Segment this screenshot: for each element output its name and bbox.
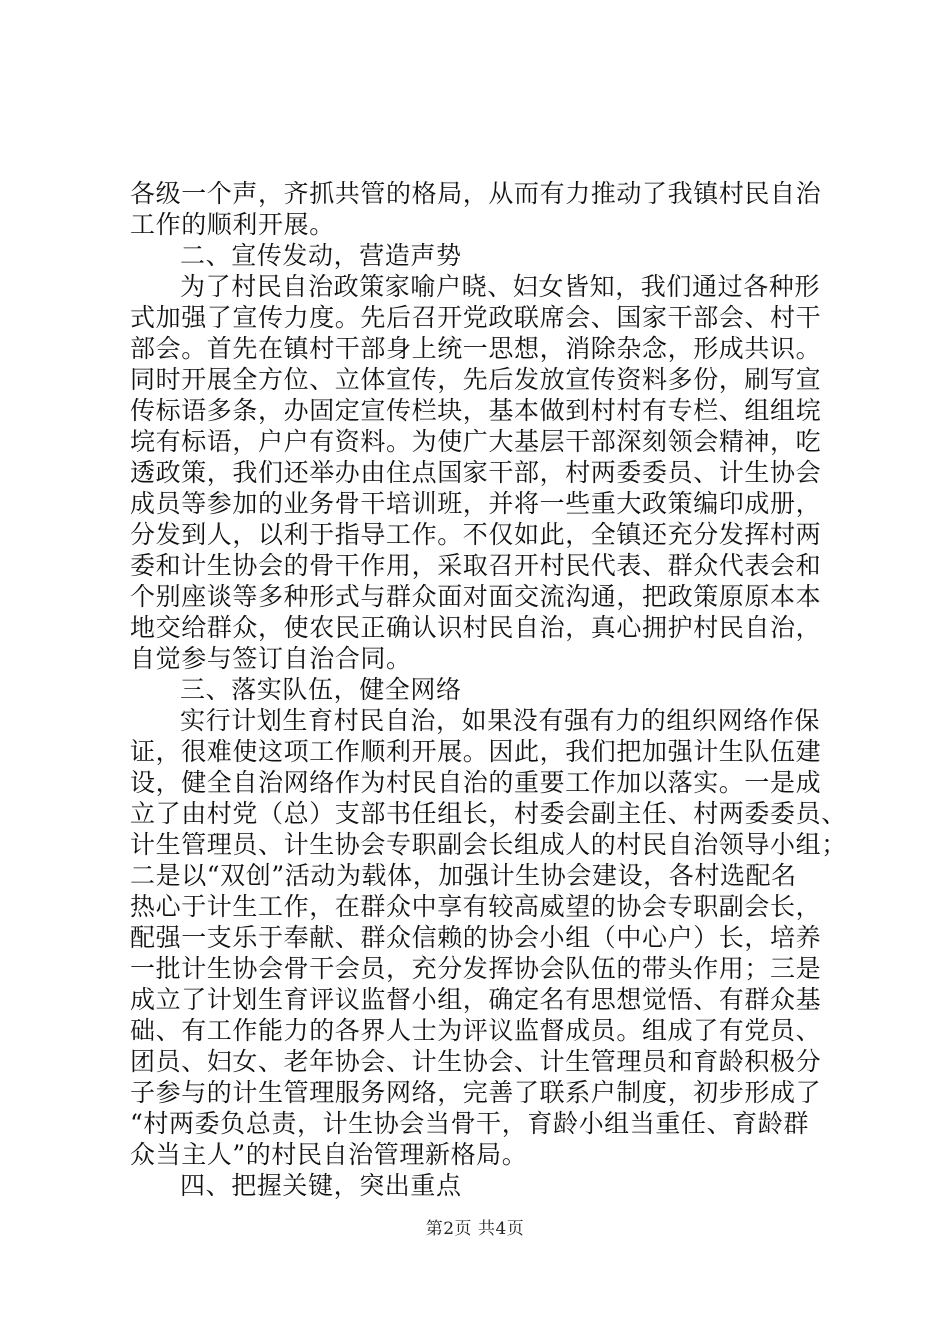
paragraph-line: 成员等参加的业务骨干培训班，并将一些重大政策编印成册， <box>130 489 822 518</box>
paragraph-line: 众当主人”的村民自治管理新格局。 <box>130 1140 528 1169</box>
paragraph-line: 成立了计划生育评议监督小组，确定名有思想觉悟、有群众基 <box>130 985 822 1014</box>
paragraph-line: 子参与的计生管理服务网络，完善了联系户制度，初步形成了 <box>130 1078 822 1107</box>
paragraph-line: 工作的顺利开展。 <box>130 210 335 239</box>
paragraph-line: 二是以“双创”活动为载体，加强计生协会建设，各村选配名 <box>130 861 797 890</box>
paragraph-line: 自觉参与签订自治合同。 <box>130 644 412 673</box>
paragraph-line: 地交给群众，使农民正确认识村民自治，真心拥护村民自治， <box>130 613 822 642</box>
paragraph-line: 实行计划生育村民自治，如果没有强有力的组织网络作保 <box>180 706 821 735</box>
paragraph-line: 同时开展全方位、立体宣传，先后发放宣传资料多份，刷写宣 <box>130 365 822 394</box>
paragraph-line: 一批计生协会骨干会员，充分发挥协会队伍的带头作用；三是 <box>130 954 822 983</box>
document-body <box>130 178 847 1201</box>
paragraph-line: 础、有工作能力的各界人士为评议监督成员。组成了有党员、 <box>130 1016 822 1045</box>
paragraph-line: 部会。首先在镇村干部身上统一思想，消除杂念，形成共识。 <box>130 334 822 363</box>
paragraph-line: 传标语多条，办固定宣传栏块，基本做到村村有专栏、组组垸 <box>130 396 822 425</box>
paragraph-line: 透政策，我们还举办由住点国家干部，村两委委员、计生协会 <box>130 458 822 487</box>
section-heading: 三、落实队伍，健全网络 <box>180 675 462 704</box>
paragraph-line: 证，很难使这项工作顺利开展。因此，我们把加强计生队伍建 <box>130 737 822 766</box>
paragraph-line: 个别座谈等多种形式与群众面对面交流沟通，把政策原原本本 <box>130 582 822 611</box>
paragraph-line: 设，健全自治网络作为村民自治的重要工作加以落实。一是成 <box>130 768 822 797</box>
paragraph-line: “村两委负总责，计生协会当骨干，育龄小组当重任、育龄群 <box>130 1109 809 1138</box>
paragraph-line: 热心于计生工作，在群众中享有较高威望的协会专职副会长， <box>130 892 822 921</box>
paragraph-line: 式加强了宣传力度。先后召开党政联席会、国家干部会、村干 <box>130 303 822 332</box>
paragraph-line: 计生管理员、计生协会专职副会长组成人的村民自治领导小组； <box>130 830 847 859</box>
paragraph-line: 垸有标语，户户有资料。为使广大基层干部深刻领会精神，吃 <box>130 427 822 456</box>
paragraph-line: 立了由村党（总）支部书任组长，村委会副主任、村两委委员、 <box>130 799 847 828</box>
section-heading: 四、把握关键，突出重点 <box>180 1171 462 1200</box>
paragraph-line: 委和计生协会的骨干作用，采取召开村民代表、群众代表会和 <box>130 551 822 580</box>
paragraph-line: 配强一支乐于奉献、群众信赖的协会小组（中心户）长，培养 <box>130 923 822 952</box>
page-number-footer: 第2页 共4页 <box>425 1219 525 1239</box>
paragraph-line: 分发到人，以利于指导工作。不仅如此，全镇还充分发挥村两 <box>130 520 822 549</box>
section-heading: 二、宣传发动，营造声势 <box>180 241 462 270</box>
paragraph-line: 各级一个声，齐抓共管的格局，从而有力推动了我镇村民自治 <box>130 179 822 208</box>
paragraph-line: 团员、妇女、老年协会、计生协会、计生管理员和育龄积极分 <box>130 1047 822 1076</box>
paragraph-line: 为了村民自治政策家喻户晓、妇女皆知，我们通过各种形 <box>180 272 821 301</box>
